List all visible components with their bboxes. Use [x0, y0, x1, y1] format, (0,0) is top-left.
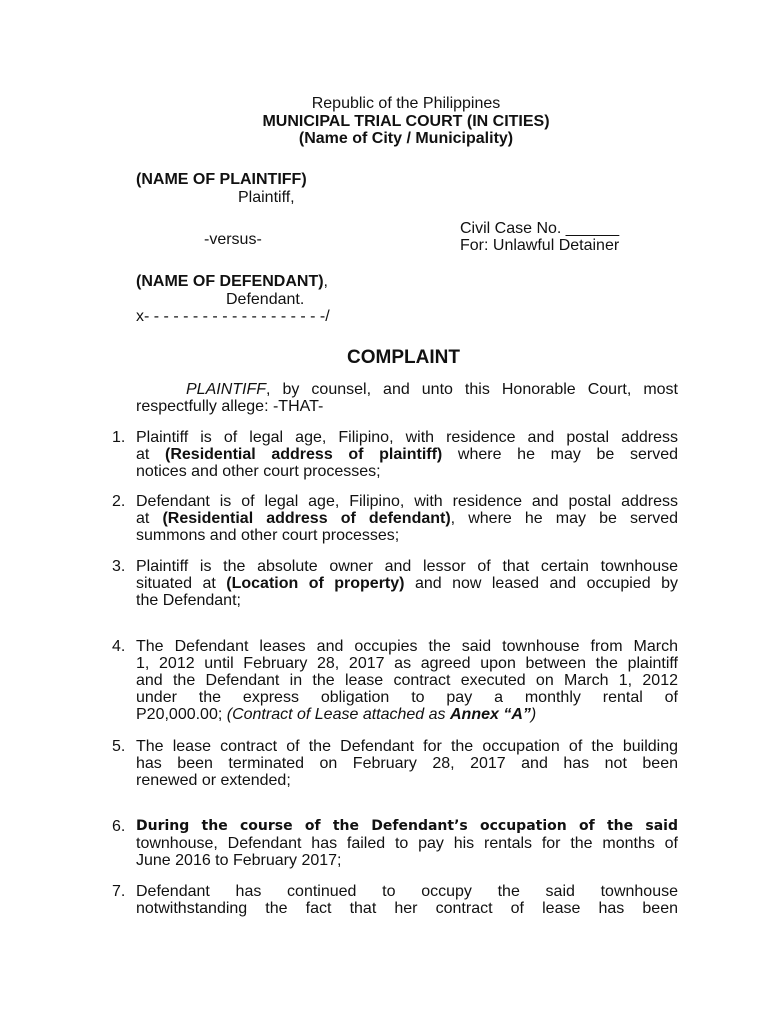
item-line: Defendant has continued to occupy the said townhouse — [136, 883, 678, 900]
item-line: under the express obligation to pay a monthly rental of — [136, 689, 678, 706]
header-city: (Name of City / Municipality) — [298, 130, 514, 147]
item-line: 1, 2012 until February 28, 2017 as agreed upon between the plaintiff — [136, 655, 678, 672]
header-court: MUNICIPAL TRIAL COURT (IN CITIES) — [262, 113, 550, 130]
item-number: 1. — [112, 429, 126, 446]
case-type: For: Unlawful Detainer — [460, 237, 620, 254]
item-line: at (Residential address of defendant), where he may be served — [136, 510, 679, 527]
item-number: 5. — [112, 738, 126, 755]
list-item — [112, 493, 678, 544]
plaintiff-role: Plaintiff, — [238, 189, 295, 206]
item-line: and the Defendant in the lease contract executed on March 1, 2012 — [136, 672, 678, 689]
item-line: the Defendant; — [136, 592, 241, 609]
annex-a-label: Annex “A” — [450, 706, 531, 723]
item-line: Plaintiff is of legal age, Filipino, with residence and postal address — [136, 429, 678, 446]
defendant-role: Defendant. — [226, 291, 305, 308]
item-line: Defendant is of legal age, Filipino, with residence and postal address — [136, 493, 678, 510]
item-line: The Defendant leases and occupies the said townhouse from March — [136, 638, 678, 655]
intro-rest: , by counsel, and unto this Honorable Court, most — [266, 381, 678, 398]
item-line: summons and other court processes; — [136, 527, 400, 544]
item-line: During the course of the Defendant’s occupation of the said — [136, 818, 678, 834]
item-line: has been terminated on February 28, 2017 and has not been — [136, 755, 678, 772]
intro-line2: respectfully allege: -THAT- — [136, 398, 324, 415]
versus: -versus- — [204, 231, 262, 248]
civil-case-no: Civil Case No. ______ — [460, 220, 620, 237]
list-item — [112, 429, 678, 480]
intro-paragraph — [136, 381, 678, 415]
item-line: Plaintiff is the absolute owner and lessor of that certain townhouse — [136, 558, 678, 575]
list-item — [112, 558, 678, 609]
item-line: at (Residential address of plaintiff) where he may be served — [136, 446, 678, 463]
defendant-address-placeholder: (Residential address of defendant) — [162, 510, 451, 527]
item-line: notwithstanding the fact that her contract of lease has been — [136, 900, 678, 917]
item-line: notices and other court processes; — [136, 463, 381, 480]
item-number: 4. — [112, 638, 126, 655]
document-title: COMPLAINT — [347, 347, 460, 368]
list-item — [112, 738, 678, 789]
caption-separator: x- - - - - - - - - - - - - - - - - - -/ — [136, 308, 330, 325]
defendant-line — [136, 273, 328, 290]
list-item — [112, 638, 678, 723]
item-line: P20,000.00; (Contract of Lease attached as Annex “A”) — [136, 706, 537, 723]
plaintiff-address-placeholder: (Residential address of plaintiff) — [165, 446, 443, 463]
item-number: 6. — [112, 818, 126, 835]
defendant-name: (NAME OF DEFENDANT) — [136, 273, 324, 290]
item-number: 2. — [112, 493, 126, 510]
item-line: renewed or extended; — [136, 772, 291, 789]
item-line: The lease contract of the Defendant for the occupation of the building — [136, 738, 678, 755]
item-number: 7. — [112, 883, 126, 900]
list-item — [112, 883, 678, 917]
item-number: 3. — [112, 558, 126, 575]
list-item — [112, 818, 678, 869]
intro-lead: PLAINTIFF — [186, 381, 267, 398]
item-line: townhouse, Defendant has failed to pay his rentals for the months of — [136, 835, 678, 852]
item-line: June 2016 to February 2017; — [136, 852, 342, 869]
header-republic: Republic of the Philippines — [311, 95, 501, 112]
plaintiff-name: (NAME OF PLAINTIFF) — [136, 171, 307, 188]
property-location-placeholder: (Location of property) — [226, 575, 405, 592]
defendant-comma: , — [323, 273, 328, 290]
item-line: situated at (Location of property) and now leased and occupied by — [136, 575, 678, 592]
